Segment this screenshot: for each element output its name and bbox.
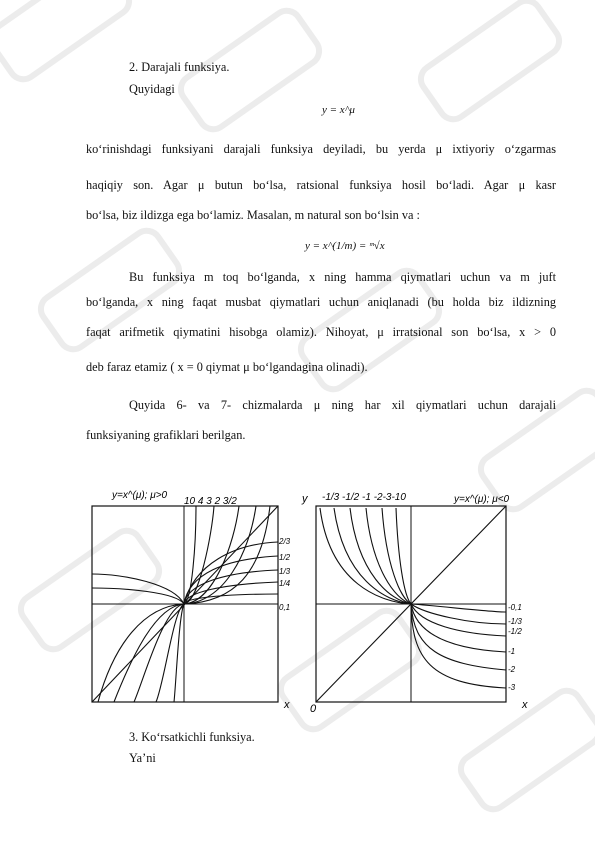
figure-6-x-label: x bbox=[284, 699, 290, 711]
section-3-heading: 3. Ko‘rsatkichli funksiya. bbox=[129, 730, 255, 744]
section-3-intro: Ya’ni bbox=[129, 751, 156, 765]
paragraph-3-line-1: Quyida 6- va 7- chizmalarda μ ning har xil qiymatlari uchun darajali bbox=[129, 398, 556, 412]
figure-6-right-label-3: 1/3 bbox=[279, 567, 291, 576]
paragraph-1-line-2: haqiqiy son. Agar μ butun bo‘lsa, ratsional funksiya hosil bo‘ladi. Agar μ kasr bbox=[86, 178, 556, 192]
figure-6-top-labels: 10 4 3 2 3/2 bbox=[184, 496, 237, 507]
figure-7-title: y=x^(μ); μ<0 bbox=[454, 494, 510, 505]
paragraph-2-line-2: bo‘lganda, x ning faqat musbat qiymatlari uchun aniqlanadi (bu holda biz ildizning bbox=[86, 295, 556, 309]
formula-root: y = x^(1/m) = ᵐ√x bbox=[305, 240, 385, 252]
paragraph-1-line-3: bo‘lsa, biz ildizga ega bo‘lamiz. Masalan, m natural son bo‘lsin va : bbox=[86, 208, 420, 222]
paragraph-1-line-1: ko‘rinishdagi funksiyani darajali funksiya deyiladi, bu yerda μ ixtiyoriy o‘zgarmas bbox=[86, 142, 556, 156]
figure-7-right-label-6: -3 bbox=[508, 683, 516, 692]
figure-7-right-label-1: -0,1 bbox=[508, 603, 522, 612]
figure-7-top-labels: -1/3 -1/2 -1 -2-3-10 bbox=[322, 492, 406, 503]
figure-7-right-label-4: -1 bbox=[508, 647, 516, 656]
figure-7-right-label-2: -1/3 bbox=[508, 617, 522, 626]
paragraph-3-line-2: funksiyaning grafiklari berilgan. bbox=[86, 428, 246, 442]
figure-7-origin-label: 0 bbox=[310, 703, 317, 715]
figure-7-graph bbox=[300, 484, 545, 716]
figure-7-y-label: y bbox=[302, 493, 308, 505]
figure-7-right-label-3: -1/2 bbox=[508, 627, 522, 636]
figure-7-x-label: x bbox=[522, 699, 528, 711]
figure-6-title: y=x^(μ); μ>0 bbox=[112, 490, 168, 501]
paragraph-2-line-4: deb faraz etamiz ( x = 0 qiymat μ bo‘lgandagina olinadi). bbox=[86, 360, 368, 374]
intro-text: Quyidagi bbox=[129, 82, 175, 96]
figure-7-right-label-5: -2 bbox=[508, 665, 516, 674]
figure-6-right-label-1: 2/3 bbox=[279, 537, 291, 546]
figure-6-right-label-4: 1/4 bbox=[279, 579, 291, 588]
figure-6-right-label-2: 1/2 bbox=[279, 553, 291, 562]
formula-main: y = x^μ bbox=[322, 104, 355, 116]
paragraph-2-line-3: faqat arifmetik qiymatini hisobga olamiz). Nihoyat, μ irratsional son bo‘lsa, x > 0 bbox=[86, 325, 556, 339]
figure-6-graph bbox=[84, 484, 294, 716]
figure-6-right-label-5: 0,1 bbox=[279, 603, 291, 612]
paragraph-2-line-1: Bu funksiya m toq bo‘lganda, x ning hamma qiymatlari uchun va m juft bbox=[129, 270, 556, 284]
section-2-heading: 2. Darajali funksiya. bbox=[129, 60, 230, 74]
